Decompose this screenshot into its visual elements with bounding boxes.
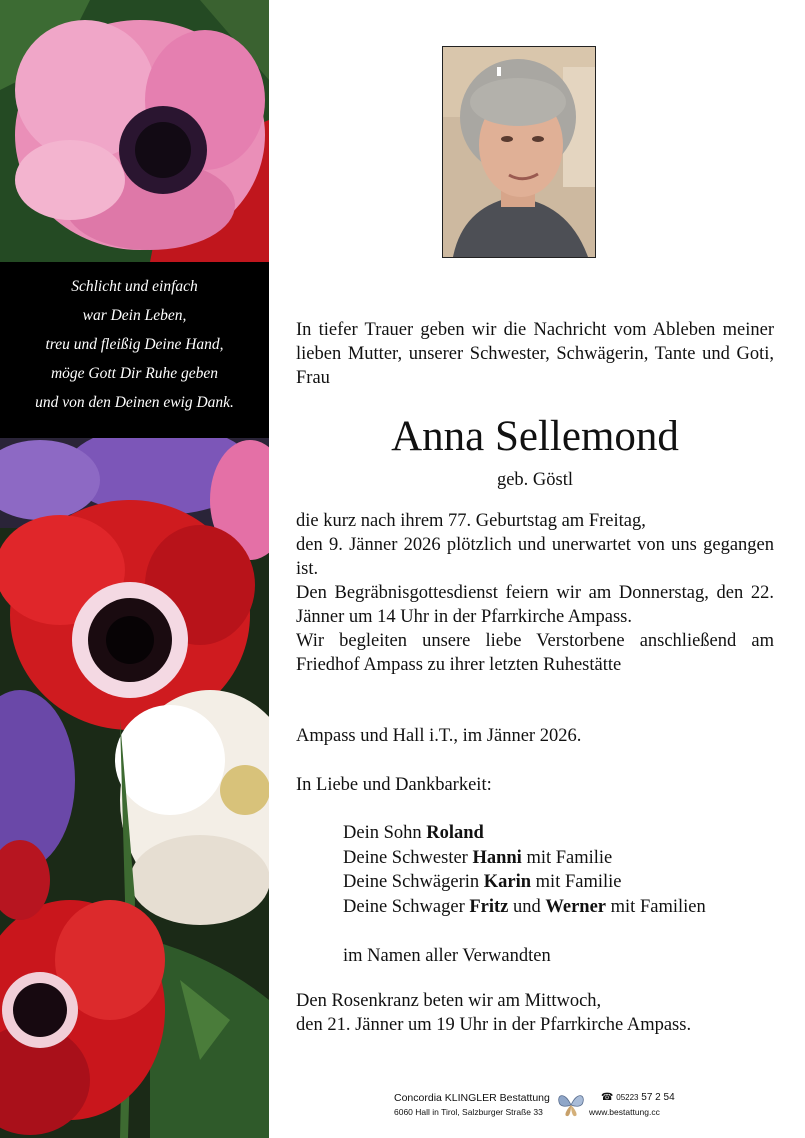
mourner-line xyxy=(343,895,706,920)
mourner-relation: Deine Schwager xyxy=(343,896,470,917)
mourner-relation: Dein Sohn xyxy=(343,823,427,843)
footer xyxy=(394,1092,684,1126)
floral-strip xyxy=(0,0,269,1138)
rosary-line: den 21. Jänner um 19 Uhr in der Pfarrkirche Ampass. xyxy=(296,1015,692,1035)
portrait-image xyxy=(443,47,595,257)
mourner-line xyxy=(343,821,706,846)
phone-prefix: 05223 xyxy=(616,1093,639,1102)
poem-line: möge Gott Dir Ruhe geben xyxy=(50,365,219,382)
mourners-list xyxy=(343,821,706,919)
company-name: Concordia KLINGLER Bestattung xyxy=(394,1092,550,1104)
mourner-name: Karin xyxy=(483,872,532,892)
rosary-line: Den Rosenkranz beten wir am Mittwoch, xyxy=(296,991,602,1011)
mourner-name: Roland xyxy=(426,823,484,843)
rosary-paragraph xyxy=(296,989,774,1037)
mourner-line xyxy=(343,846,706,871)
phone-icon: ☎ xyxy=(601,1092,614,1103)
death-paragraph xyxy=(296,509,774,677)
mourner-name: Fritz xyxy=(469,896,509,917)
mourner-suffix: mit Familien xyxy=(606,896,706,917)
phone-number: 57 2 54 xyxy=(641,1092,675,1103)
mourner-relation: Deine Schwester xyxy=(343,847,473,868)
relatives-line: im Namen aller Verwandten xyxy=(343,946,551,966)
mourner-conjunction: und xyxy=(508,896,546,917)
death-line: den 9. Jänner 2026 plötzlich und unerwartet von uns gegangen ist. xyxy=(296,535,774,579)
poem-line: und von den Deinen ewig Dank. xyxy=(35,394,234,411)
mourner-name: Hanni xyxy=(472,847,522,868)
mourner-suffix: mit Familie xyxy=(521,847,613,868)
place-date: Ampass und Hall i.T., im Jänner 2026. xyxy=(296,726,582,746)
death-line: Den Begräbnisgottesdienst feiern wir am Donnerstag, den 22. Jänner um 14 Uhr in der Pfarrkirche Ampass. xyxy=(296,583,774,627)
poem-line: treu und fleißig Deine Hand, xyxy=(45,336,224,353)
butterfly-icon xyxy=(557,1092,585,1118)
mourner-suffix: mit Familie xyxy=(531,872,622,892)
mourner-line xyxy=(343,870,706,895)
mourner-relation: Deine Schwägerin xyxy=(343,872,484,892)
love-line: In Liebe und Dankbarkeit: xyxy=(296,775,492,795)
poem-line: war Dein Leben, xyxy=(82,307,187,324)
poem-line: Schlicht und einfach xyxy=(71,278,198,295)
deceased-name: Anna Sellemond xyxy=(391,413,679,460)
intro-paragraph: In tiefer Trauer geben wir die Nachricht vom Ableben meiner lieben Mutter, unserer Schwester, Schwägerin, Tante und Goti, Frau xyxy=(296,320,774,388)
poem-box xyxy=(0,262,269,438)
death-line: Wir begleiten unsere liebe Verstorbene anschließend am Friedhof Ampass zu ihrer letzten Ruhestätte xyxy=(296,631,774,675)
anemone-flowers-image xyxy=(0,0,269,1138)
company-phone xyxy=(601,1092,675,1103)
birth-name: geb. Göstl xyxy=(496,470,574,490)
portrait-photo xyxy=(442,46,596,258)
mourner-name: Werner xyxy=(545,896,607,917)
company-website[interactable]: www.bestattung.cc xyxy=(589,1107,660,1117)
death-line: die kurz nach ihrem 77. Geburtstag am Freitag, xyxy=(296,511,646,531)
company-address: 6060 Hall in Tirol, Salzburger Straße 33 xyxy=(394,1107,543,1117)
